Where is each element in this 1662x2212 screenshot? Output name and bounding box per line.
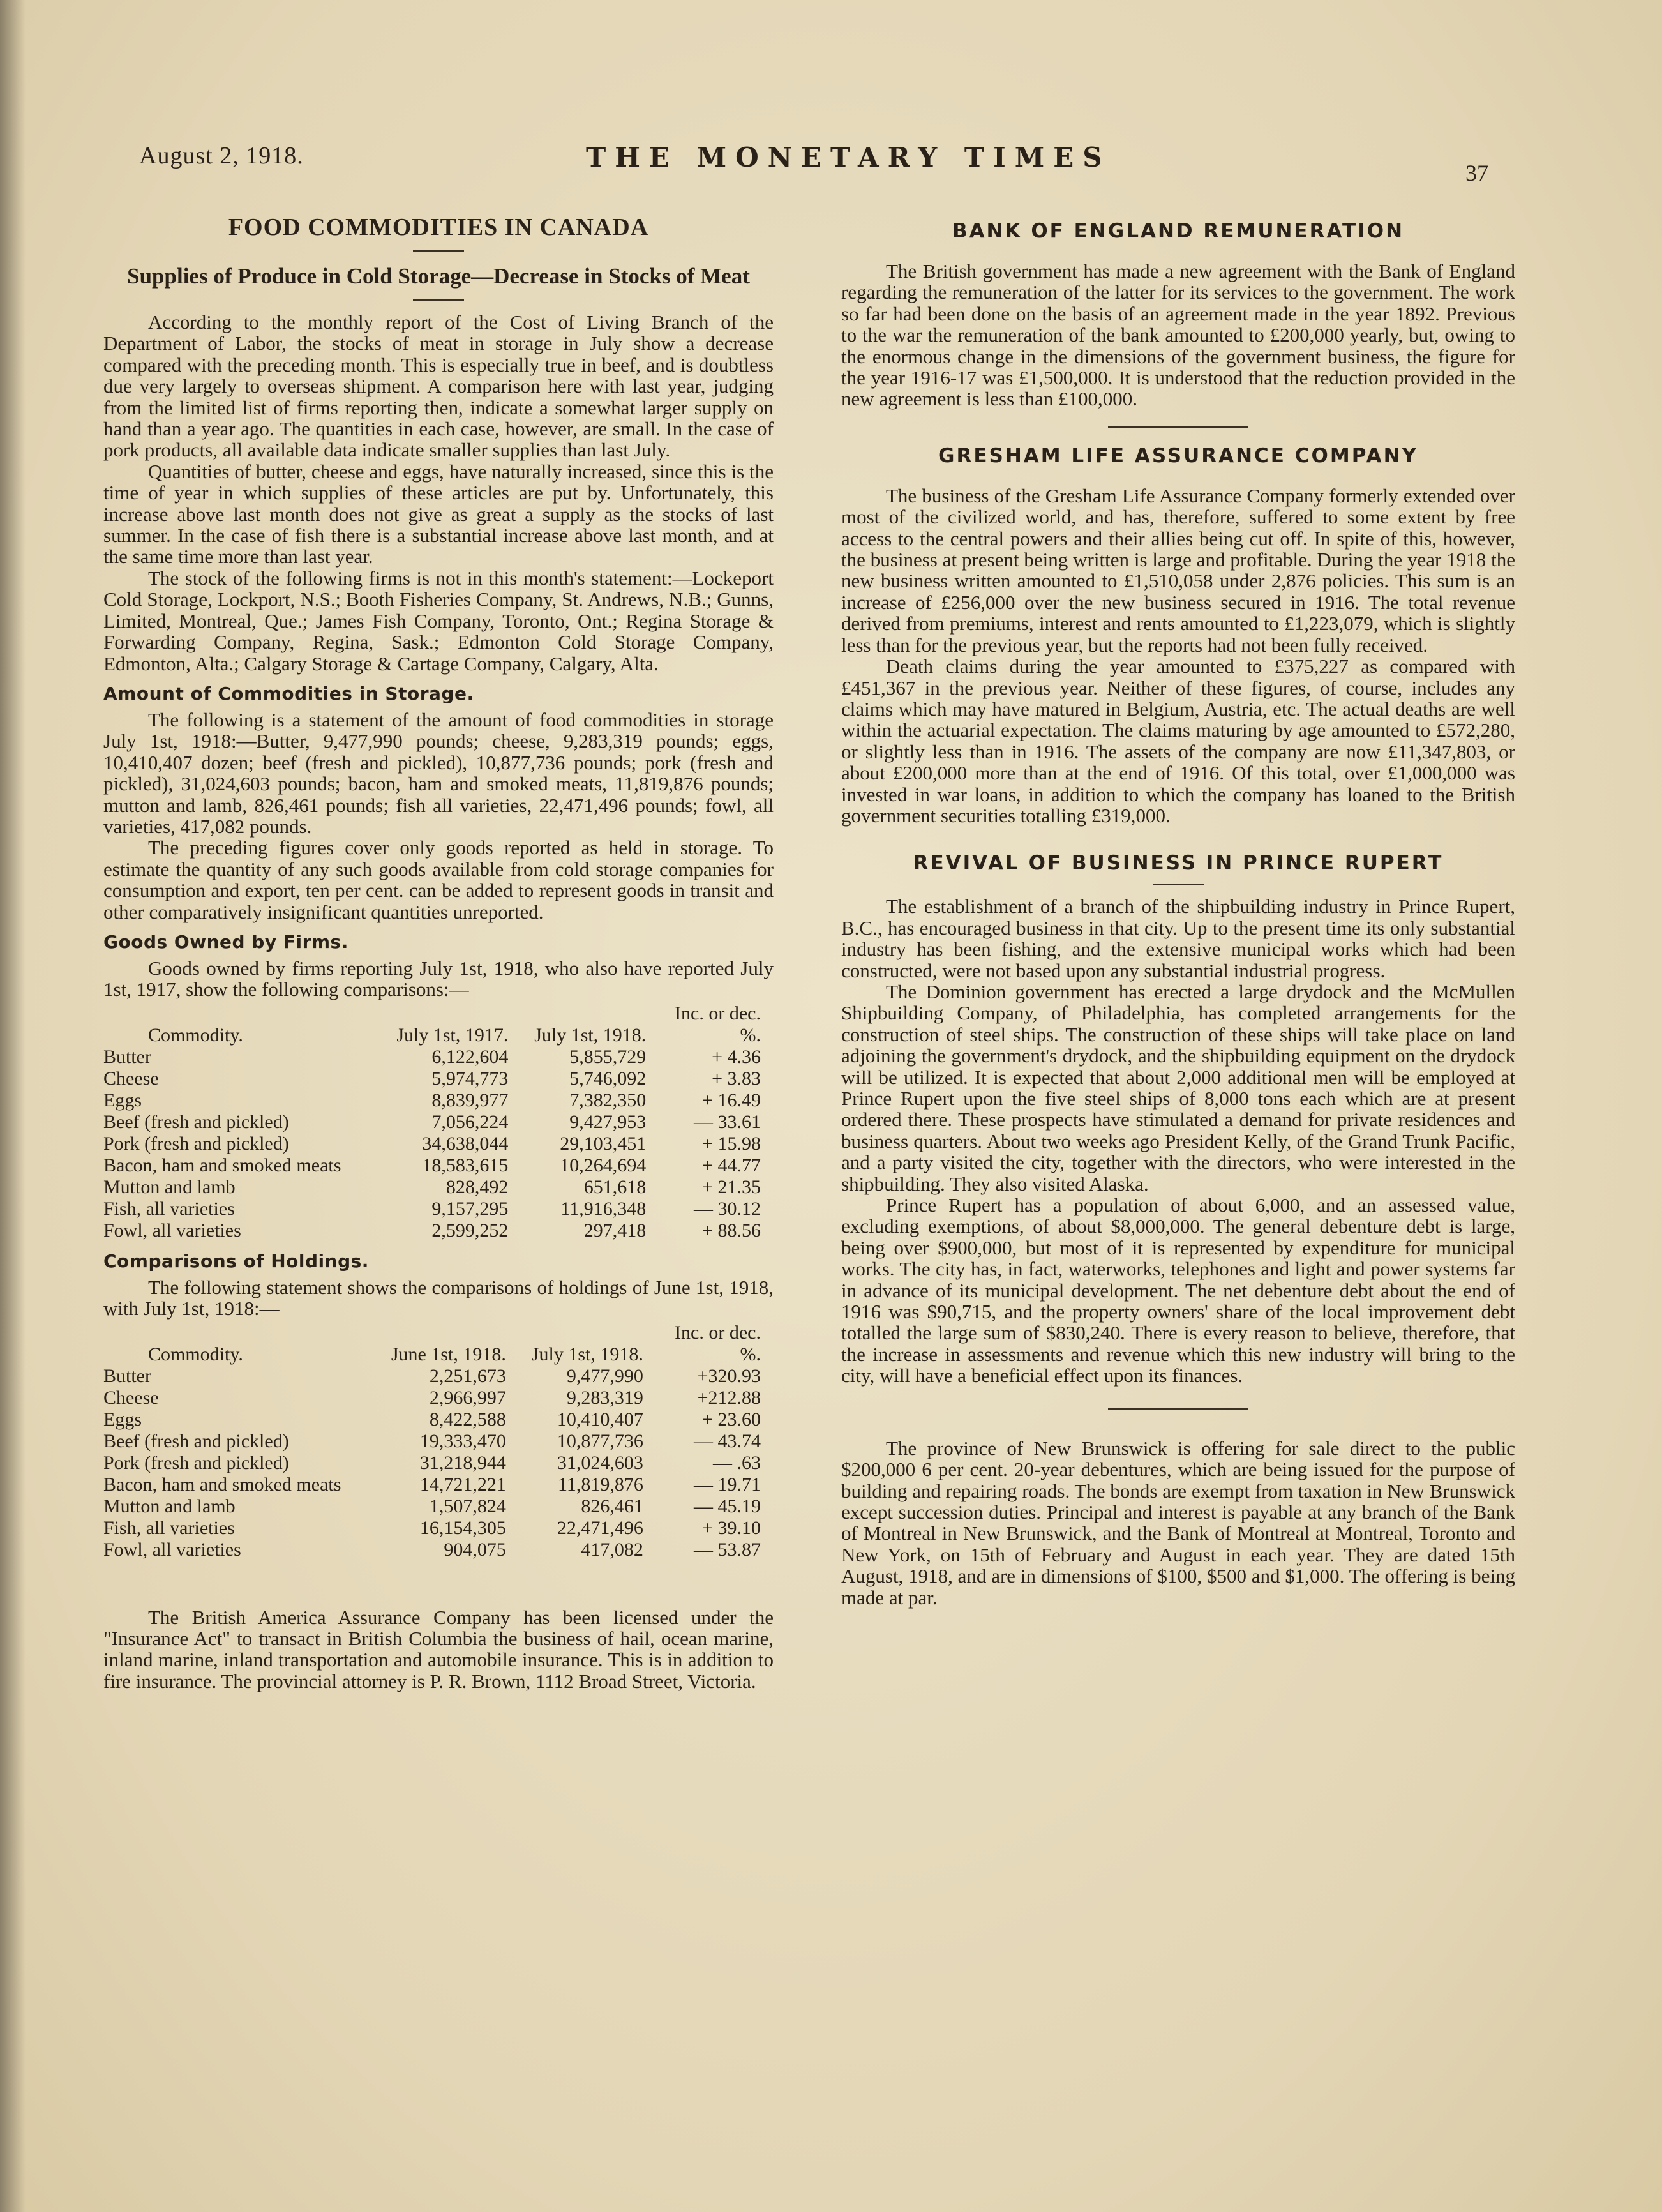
table-row <box>103 1431 774 1452</box>
table-cell: 9,283,319 <box>566 1387 643 1408</box>
table-cell: 7,382,350 <box>569 1089 647 1111</box>
holdings-comparison-table <box>103 1322 774 1561</box>
paragraph: Death claims during the year amounted to £375,227 as compared with £451,367 in the previous year. Neither of these figures, of course, includes any claims which may have matured in Belgium, Austria, etc. The actual deaths are well within the actuarial expectation. The claims maturing by age amounted to £572,280, or slightly less than in 1916. The assets of the company are now £11,347,803, or about £200,000 more than at the end of 1916. Of this total, over £1,000,000 was invested in war loans, in addition to which the company has loaned to the British government securities totalling £319,000. <box>841 655 1515 827</box>
table-header-row <box>103 1322 774 1366</box>
table-cell: 29,103,451 <box>560 1132 647 1154</box>
table-cell: 2,966,997 <box>429 1387 506 1408</box>
table-cell: 34,638,044 <box>422 1132 509 1154</box>
table-cell: 651,618 <box>583 1176 647 1198</box>
table-cell: + 23.60 <box>702 1408 761 1430</box>
table-cell: 5,746,092 <box>569 1067 647 1089</box>
divider <box>1153 884 1204 885</box>
table-cell: 10,264,694 <box>560 1154 647 1176</box>
issue-date: August 2, 1918. <box>139 142 304 169</box>
table-cell: + 44.77 <box>702 1154 761 1176</box>
table-header-row <box>103 1003 774 1046</box>
table-cell: 828,492 <box>445 1176 509 1198</box>
table-cell: Fish, all varieties <box>103 1198 235 1219</box>
table-cell: Bacon, ham and smoked meats <box>103 1154 341 1176</box>
article-title-bank: BANK OF ENGLAND REMUNERATION <box>952 220 1405 243</box>
table-row <box>103 1090 774 1111</box>
table-cell: 22,471,496 <box>557 1517 643 1539</box>
divider <box>1108 426 1248 428</box>
table-cell: 11,819,876 <box>558 1473 643 1495</box>
table-cell: — 45.19 <box>694 1495 761 1517</box>
table-cell: Pork (fresh and pickled) <box>103 1452 289 1473</box>
table-cell: + 4.36 <box>712 1046 761 1067</box>
table-row <box>103 1155 774 1177</box>
table-row <box>103 1046 774 1068</box>
table-cell: — 30.12 <box>694 1198 761 1219</box>
table-row <box>103 1198 774 1220</box>
table-cell: + 3.83 <box>712 1067 761 1089</box>
table-cell: Pork (fresh and pickled) <box>103 1132 289 1154</box>
table-cell: 8,839,977 <box>431 1089 509 1111</box>
table-cell: 297,418 <box>583 1219 647 1241</box>
table-header-cell: Inc. or dec. %. <box>675 1321 761 1365</box>
table-cell: 904,075 <box>444 1539 506 1560</box>
right-column <box>841 204 1515 1608</box>
table-cell: 9,157,295 <box>431 1198 509 1219</box>
table-row <box>103 1133 774 1155</box>
table-cell: + 39.10 <box>702 1517 761 1539</box>
table-header-cell: July 1st, 1918. <box>534 1024 647 1046</box>
table-cell: Beef (fresh and pickled) <box>103 1430 289 1452</box>
paragraph: Quantities of butter, cheese and eggs, have naturally increased, since this is the time of year in which supplies of these articles are put by. Unfortunately, this increase above last month does not give as great a supply as the stocks of last summer. In the case of fish there is a substantial increase above last month, and at the same time more than last year. <box>103 460 774 568</box>
table-cell: — 33.61 <box>694 1111 761 1132</box>
paragraph: The preceding figures cover only goods reported as held in storage. To estimate the quantity of any such goods available from cold storage companies for consumption and export, ten per cent. can be added to represent goods in transit and other comparatively insignificant quantities unreported. <box>103 836 774 923</box>
masthead-title: THE MONETARY TIMES <box>586 142 1111 173</box>
paragraph: The following is a statement of the amount of food commodities in storage July 1st, 1918:—Butter, 9,477,990 pounds; cheese, 9,283,319 pounds; eggs, 10,410,407 dozen; beef (fresh and pickled), 10,877,736 pounds; pork (fresh and pickled), 31,024,603 pounds; bacon, ham and smoked meats, 11,819,876 pounds; mutton and lamb, 826,461 pounds; fish all varieties, 22,471,496 pounds; fowl, all varieties, 417,082 pounds. <box>103 708 774 838</box>
paragraph: The business of the Gresham Life Assurance Company formerly extended over most of the civilized world, and has, therefore, suffered to some extent by free access to the central powers and their allies being cut off. In spite of this, however, the business at present being written is large and profitable. During the year 1918 the new business written amounted to £1,510,058 under 2,876 policies. This sum is an increase of £256,000 over the new business secured in 1916. The total revenue derived from premiums, interest and rents amounted to £1,223,079, which is slightly less than for the previous year, but the reports had not been fully received. <box>841 484 1515 656</box>
paragraph-new-brunswick: The province of New Brunswick is offering for sale direct to the public $200,000 6 per cent. 20-year debentures, which are being issued for the purpose of building and repairing roads. The bonds are exempt from taxation in New Brunswick except succession duties. Principal and interest is payable at any branch of the Bank of Montreal in New Brunswick, and the Bank of Montreal at Montreal, Toronto and New York, on 15th of February and August in each year. They are dated 15th August, 1918, and are in dimensions of $100, $500 and $1,000. The offering is being made at par. <box>841 1436 1515 1609</box>
divider <box>413 250 464 252</box>
table-row <box>103 1517 774 1539</box>
table-cell: Cheese <box>103 1387 159 1408</box>
table-cell: 8,422,588 <box>429 1408 506 1430</box>
table-cell: + 21.35 <box>702 1176 761 1198</box>
table-header-cell: July 1st, 1918. <box>531 1343 643 1365</box>
table-row <box>103 1220 774 1242</box>
table-cell: 2,599,252 <box>431 1219 509 1241</box>
table-cell: + 16.49 <box>702 1089 761 1111</box>
table-row <box>103 1496 774 1517</box>
article-title-gresham: GRESHAM LIFE ASSURANCE COMPANY <box>938 444 1418 467</box>
table-cell: Mutton and lamb <box>103 1495 236 1517</box>
table-cell: 1,507,824 <box>429 1495 506 1517</box>
table-header-cell: June 1st, 1918. <box>391 1343 506 1365</box>
table-cell: 31,218,944 <box>419 1452 506 1473</box>
paragraph: According to the monthly report of the Cost of Living Branch of the Department of Labor, the stocks of meat in storage in July show a decrease compared with the preceding month. This is especially true in beef, and is doubtless due very largely to overseas shipment. A comparison here with last year, judging from the limited list of firms reporting then, indicate a somewhat larger supply on hand than a year ago. The quantities in each case, however, are small. In the case of pork products, all available data indicate smaller supplies than last July. <box>103 311 774 462</box>
table-row <box>103 1177 774 1198</box>
table-row <box>103 1474 774 1496</box>
table-cell: 16,154,305 <box>419 1517 506 1539</box>
table-cell: 19,333,470 <box>419 1430 506 1452</box>
table-row <box>103 1111 774 1133</box>
table-cell: 417,082 <box>581 1539 643 1560</box>
table-row <box>103 1452 774 1474</box>
article-title-prince-rupert: REVIVAL OF BUSINESS IN PRINCE RUPERT <box>913 852 1444 875</box>
section-heading: Goods Owned by Firms. <box>103 931 348 952</box>
table-cell: +320.93 <box>697 1365 761 1387</box>
table-row <box>103 1539 774 1561</box>
table-header-cell: Commodity. <box>148 1343 243 1365</box>
table-row <box>103 1068 774 1090</box>
table-cell: Butter <box>103 1365 151 1387</box>
table-cell: 9,477,990 <box>566 1365 643 1387</box>
table-header-cell: July 1st, 1917. <box>396 1024 509 1046</box>
table-cell: 10,410,407 <box>557 1408 643 1430</box>
table-cell: Cheese <box>103 1067 159 1089</box>
paragraph: The following statement shows the comparisons of holdings of June 1st, 1918, with July 1st, 1918:— <box>103 1275 774 1320</box>
table-cell: 14,721,221 <box>419 1473 506 1495</box>
paragraph: Goods owned by firms reporting July 1st, 1918, who also have reported July 1st, 1917, show the following comparisons:— <box>103 956 774 1001</box>
table-cell: + 15.98 <box>702 1132 761 1154</box>
table-row <box>103 1366 774 1387</box>
paragraph: The Dominion government has erected a large drydock and the McMullen Shipbuilding Company, of Philadelphia, has completed arrangements for the construction of steel ships. The construction of these ships will take place on land adjoining the government's drydock, and the shipbuilding equipment on the drydock will be utilized. It is expected that about 2,000 additional men will be employed at Prince Rupert upon the five steel ships of 8,000 tons each which are at present ordered there. These prospects have stimulated a demand for private residences and business quarters. About two weeks ago President Kelly, of the Grand Trunk Pacific, and a party visited the city, together with the directors, who were interested in the shipbuilding. They also visited Alaska. <box>841 980 1515 1195</box>
table-cell: Fowl, all varieties <box>103 1219 241 1241</box>
paragraph: The establishment of a branch of the shipbuilding industry in Prince Rupert, B.C., has encouraged business in that city. Up to the present time its only substantial industry has been fishing, and the extensive municipal works which had been constructed, were not based upon any substantial industrial progress. <box>841 895 1515 982</box>
table-cell: 10,877,736 <box>557 1430 643 1452</box>
table-cell: Fowl, all varieties <box>103 1539 241 1560</box>
page-edge-shadow <box>0 0 26 2212</box>
divider <box>1108 1408 1248 1410</box>
paragraph-british-america: The British America Assurance Company has been licensed under the "Insurance Act" to transact in British Columbia the business of hail, ocean marine, inland marine, inland transportation and automobile insurance. This is in addition to fire insurance. The provincial attorney is P. R. Brown, 1112 Broad Street, Victoria. <box>103 1606 774 1692</box>
table-cell: Eggs <box>103 1089 142 1111</box>
section-heading: Amount of Commodities in Storage. <box>103 682 474 704</box>
table-cell: Eggs <box>103 1408 142 1430</box>
table-row <box>103 1387 774 1409</box>
left-column <box>103 204 774 1692</box>
table-cell: Butter <box>103 1046 151 1067</box>
table-cell: 31,024,603 <box>557 1452 643 1473</box>
table-cell: Beef (fresh and pickled) <box>103 1111 289 1132</box>
table-cell: — 19.71 <box>694 1473 761 1495</box>
table-row <box>103 1409 774 1431</box>
table-cell: + 88.56 <box>702 1219 761 1241</box>
paragraph: The stock of the following firms is not in this month's statement:—Lockeport Cold Storage, Lockport, N.S.; Booth Fisheries Company, St. Andrews, N.B.; Gunns, Limited, Montreal, Que.; James Fish Company, Toronto, Ont.; Regina Storage & Forwarding Company, Regina, Sask.; Edmonton Cold Storage Company, Edmonton, Alta.; Calgary Storage & Cartage Company, Calgary, Alta. <box>103 566 774 675</box>
table-cell: — 43.74 <box>694 1430 761 1452</box>
table-cell: 2,251,673 <box>429 1365 506 1387</box>
page-number: 37 <box>1465 160 1488 186</box>
table-cell: 826,461 <box>581 1495 643 1517</box>
paragraph: Prince Rupert has a population of about 6,000, and an assessed value, excluding exemptions, of about $8,000,000. The general debenture debt is large, being over $900,000, but most of it is represented by expenditure for municipal works. The city has, in fact, waterworks, telephones and light and power systems far in advance of its municipal development. The net debenture debt about the end of 1916 was $90,715, and the property owners' share of the local improvement debt totalled the large sum of $830,240. There is every reason to believe, therefore, that the increase in assessments and revenue which this new industry will bring to the city, will have a beneficial effect upon its finances. <box>841 1194 1515 1387</box>
paragraph: The British government has made a new agreement with the Bank of England regarding the remuneration of the latter for its services to the government. The work so far had been done on the basis of an agreement made in the year 1892. Previous to the war the remuneration of the bank amounted to £200,000 yearly, but, owing to the enormous change in the dimensions of the government business, the figure for the year 1916-17 was £1,500,000. It is understood that the reduction provided in the new agreement is less than £100,000. <box>841 260 1515 410</box>
table-cell: — 53.87 <box>694 1539 761 1560</box>
article-title-food: FOOD COMMODITIES IN CANADA <box>228 214 649 241</box>
divider <box>413 299 464 301</box>
table-cell: 5,855,729 <box>569 1046 647 1067</box>
table-cell: 11,916,348 <box>560 1198 647 1219</box>
table-cell: Bacon, ham and smoked meats <box>103 1473 341 1495</box>
table-cell: 9,427,953 <box>569 1111 647 1132</box>
goods-owned-table <box>103 1003 774 1242</box>
table-cell: +212.88 <box>697 1387 761 1408</box>
table-header-cell: Inc. or dec. %. <box>675 1002 761 1046</box>
table-cell: 5,974,773 <box>431 1067 509 1089</box>
section-heading: Comparisons of Holdings. <box>103 1250 369 1272</box>
table-header-cell: Commodity. <box>148 1024 243 1046</box>
table-cell: Mutton and lamb <box>103 1176 236 1198</box>
table-cell: Fish, all varieties <box>103 1517 235 1539</box>
table-cell: 18,583,615 <box>422 1154 509 1176</box>
table-cell: — .63 <box>713 1452 761 1473</box>
table-cell: 6,122,604 <box>431 1046 509 1067</box>
table-cell: 7,056,224 <box>431 1111 509 1132</box>
article-subtitle-food: Supplies of Produce in Cold Storage—Decrease in Stocks of Meat <box>127 264 750 289</box>
